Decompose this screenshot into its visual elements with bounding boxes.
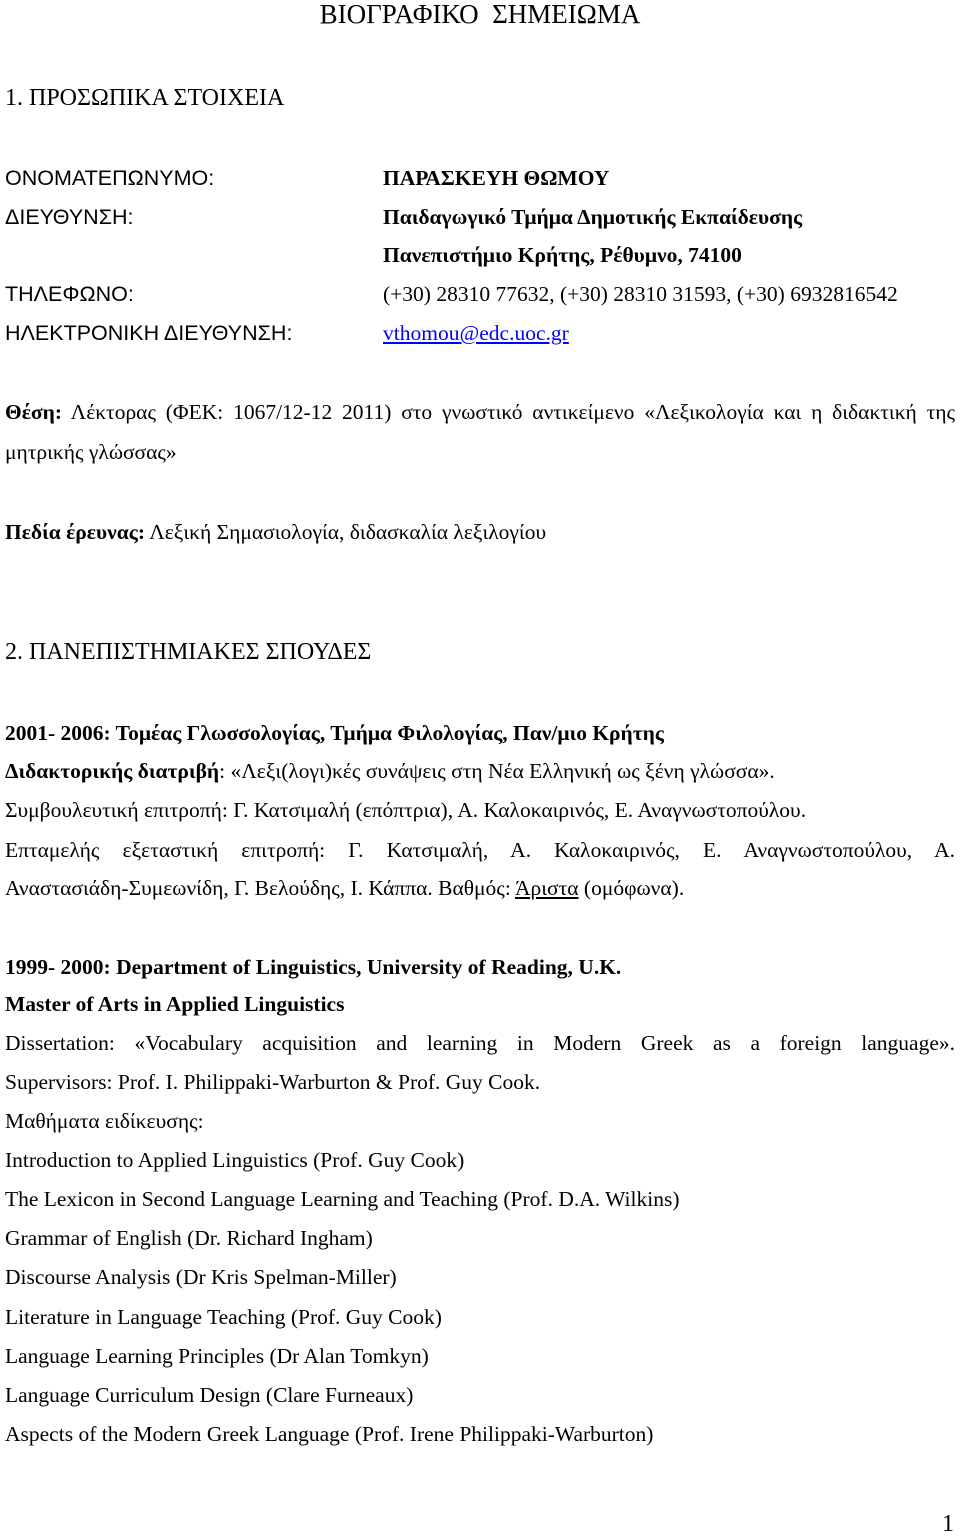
research-line bbox=[5, 517, 955, 547]
phone-value: (+30) 28310 77632, (+30) 28310 31593, (+30) 6932816542 bbox=[383, 282, 898, 306]
phd-thesis-line bbox=[5, 756, 955, 786]
phd-examination-committee-line-2 bbox=[5, 873, 955, 903]
email-link[interactable]: vthomou@edc.uoc.gr bbox=[383, 321, 569, 345]
ma-courses-label: Μαθήματα ειδίκευσης: bbox=[5, 1109, 204, 1133]
course-item: Grammar of English (Dr. Richard Ingham) bbox=[5, 1226, 373, 1250]
ma-supervisors: Supervisors: Prof. I. Philippaki-Warburton & Prof. Guy Cook. bbox=[5, 1070, 541, 1094]
phd-advisory-committee: Συμβουλευτική επιτροπή: Γ. Κατσιμαλή (επόπτρια), Α. Καλοκαιρινός, Ε. Αναγνωστοπούλου. bbox=[5, 798, 807, 822]
phd-examination-committee-line-1: Επταμελής εξεταστική επιτροπή: Γ. Κατσιμαλή, Α. Καλοκαιρινός, Ε. Αναγνωστοπούλου, Α. bbox=[5, 838, 955, 862]
phd-grade: Άριστα bbox=[515, 876, 579, 900]
position-label: Θέση: bbox=[5, 400, 62, 424]
course-item: Literature in Language Teaching (Prof. Guy Cook) bbox=[5, 1305, 442, 1329]
research-label: Πεδία έρευνας: bbox=[5, 520, 145, 544]
ma-period-institution: 1999- 2000: Department of Linguistics, University of Reading, U.K. bbox=[5, 955, 622, 979]
course-item: Aspects of the Modern Greek Language (Prof. Irene Philippaki-Warburton) bbox=[5, 1422, 654, 1446]
address-label: ΔΙΕΥΘΥΝΣΗ: bbox=[5, 205, 134, 229]
phd-grade-note: (ομόφωνα). bbox=[583, 876, 685, 900]
phd-committee-rest: Αναστασιάδη-Συμεωνίδη, Γ. Βελούδης, Ι. Κάππα. Βαθμός: bbox=[5, 876, 511, 900]
document-title: ΒΙΟΓΡΑΦΙΚΟ ΣΗΜΕΙΩΜΑ bbox=[319, 0, 641, 29]
course-item: The Lexicon in Second Language Learning and Teaching (Prof. D.A. Wilkins) bbox=[5, 1187, 680, 1211]
email-value-container bbox=[383, 318, 955, 348]
course-item: Introduction to Applied Linguistics (Prof. Guy Cook) bbox=[5, 1148, 465, 1172]
email-label: ΗΛΕΚΤΡΟΝΙΚΗ ΔΙΕΥΘΥΝΣΗ: bbox=[5, 321, 293, 345]
research-text: Λεξική Σημασιολογία, διδασκαλία λεξιλογίου bbox=[149, 520, 547, 544]
position-line-1 bbox=[5, 397, 955, 427]
ma-degree: Master of Arts in Applied Linguistics bbox=[5, 992, 345, 1016]
section-heading-personal: 1. ΠΡΟΣΩΠΙΚΑ ΣΤΟΙΧΕΙΑ bbox=[5, 85, 285, 111]
phone-label: ΤΗΛΕΦΩΝΟ: bbox=[5, 282, 134, 306]
course-item: Discourse Analysis (Dr Kris Spelman-Miller) bbox=[5, 1265, 397, 1289]
position-text: Λέκτορας (ΦΕΚ: 1067/12-12 2011) στο γνωστικό αντικείμενο «Λεξικολογία και η διδακτική της bbox=[70, 400, 955, 424]
phd-thesis-label: Διδακτορικής διατριβή bbox=[5, 759, 220, 783]
position-line-2: μητρικής γλώσσας» bbox=[5, 440, 177, 464]
page-number: 1 bbox=[942, 1511, 954, 1537]
name-label: ΟΝΟΜΑΤΕΠΩΝΥΜΟ: bbox=[5, 166, 215, 190]
address-line-1: Παιδαγωγικό Τμήμα Δημοτικής Εκπαίδευσης bbox=[383, 205, 803, 229]
phd-period-institution: 2001- 2006: Τομέας Γλωσσολογίας, Τμήμα Φιλολογίας, Παν/μιο Κρήτης bbox=[5, 721, 664, 745]
phd-thesis-title: : «Λεξι(λογι)κές συνάψεις στη Νέα Ελληνική ως ξένη γλώσσα». bbox=[219, 759, 775, 783]
ma-dissertation: Dissertation: «Vocabulary acquisition and learning in Modern Greek as a foreign language». bbox=[5, 1031, 955, 1055]
name-value: ΠΑΡΑΣΚΕΥΗ ΘΩΜΟΥ bbox=[383, 166, 610, 190]
course-item: Language Curriculum Design (Clare Furneaux) bbox=[5, 1383, 414, 1407]
section-heading-education: 2. ΠΑΝΕΠΙΣΤΗΜΙΑΚΕΣ ΣΠΟΥΔΕΣ bbox=[5, 639, 372, 665]
course-item: Language Learning Principles (Dr Alan Tomkyn) bbox=[5, 1344, 429, 1368]
address-line-2: Πανεπιστήμιο Κρήτης, Ρέθυμνο, 74100 bbox=[383, 243, 742, 267]
